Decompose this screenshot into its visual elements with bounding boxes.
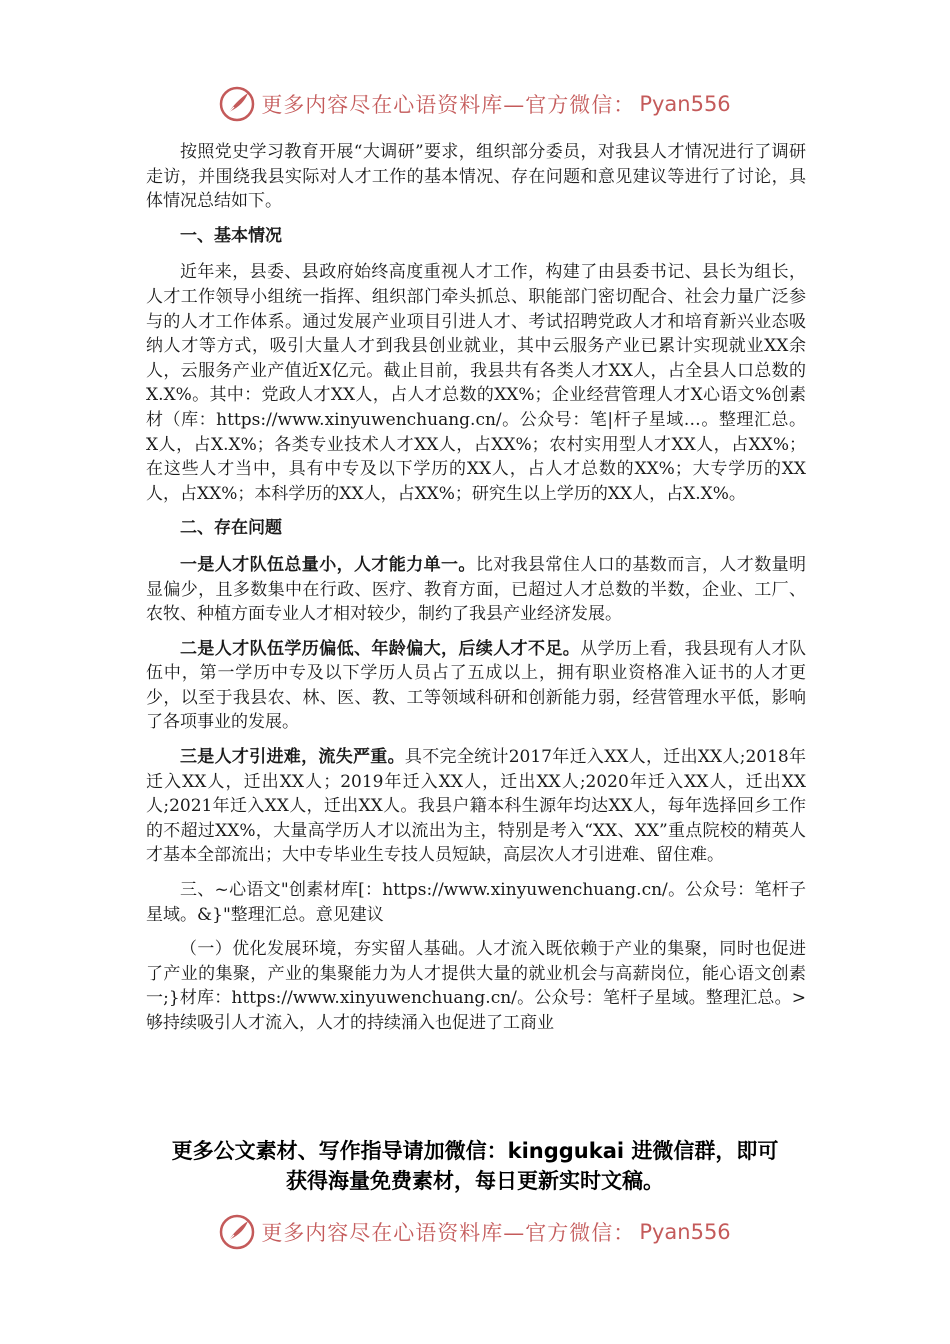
section3-title: 三、~心语文"创素材库[：https://www.xinyuwenchuang.cn/。公众号：笔杆子星域。&}"整理汇总。意见建议: [146, 880, 806, 925]
footer-text: 更多内容尽在心语资料库—官方微信：: [261, 1221, 636, 1245]
quill-pen-icon: [219, 86, 255, 122]
problem-item-2: [146, 637, 806, 735]
footer-wechat-id: Pyan556: [639, 1220, 731, 1244]
section2-title: 二、存在问题: [180, 518, 282, 539]
header-banner: [0, 84, 950, 124]
header-text: 更多内容尽在心语资料库—官方微信：: [261, 93, 636, 117]
quill-pen-icon: [219, 1214, 255, 1250]
promo-line-1: 更多公文素材、写作指导请加微信：kinggukai 进微信群，即可: [171, 1139, 779, 1163]
problem-lead: 一是人才队伍总量小，人才能力单一。: [180, 554, 476, 575]
header-wechat-id: Pyan556: [639, 92, 731, 116]
section1-title: 一、基本情况: [180, 225, 282, 246]
intro-paragraph: 按照党史学习教育开展“大调研”要求，组织部分委员，对我县人才情况进行了调研走访，并围绕我县实际对人才工作的基本情况、存在问题和意见建议等进行了讨论，具体情况总结如下。: [146, 142, 806, 212]
promo-notice: [0, 1136, 950, 1196]
footer-banner: [0, 1212, 950, 1252]
problem-item-1: [146, 553, 806, 627]
promo-line-2: 获得海量免费素材，每日更新实时文稿。: [286, 1169, 664, 1193]
problem-lead: 二是人才队伍学历偏低、年龄偏大，后续人才不足。: [180, 638, 581, 659]
section1-paragraph: 近年来，县委、县政府始终高度重视人才工作，构建了由县委书记、县长为组长，人才工作领导小组统一指挥、组织部门牵头抓总、职能部门密切配合、社会力量广泛参与的人才工作体系。通过发展产业项目引进人才、考试招聘党政人才和培育新兴业态吸纳人才等方式，吸引大量人才到我县创业就业，其中云服务产业已累计实现就业XX余人，云服务产业产值近X亿元。截止目前，我县共有各类人才XX人，占全县人口总数的X.X%。其中：党政人才XX人，占人才总数的XX%；企业经营管理人才X心语文%创素材（库：https://www.xinyuwenchuang.cn/。公众号：笔|杆子星域…。整理汇总。X人，占X.X%；各类专业技术人才XX人，占XX%；农村实用型人才XX人，占XX%；在这些人才当中，具有中专及以下学历的XX人，占人才总数的XX%；大专学历的XX人，占XX%；本科学历的XX人，占XX%；研究生以上学历的XX人，占X.X%。: [146, 262, 806, 504]
problem-text: 具不完全统计2017年迁入XX人，迁出XX人;2018年迁入XX人，迁出XX人；2019年迁入XX人，迁出XX人;2020年迁入XX人，迁出XX人;2021年迁入XX人，迁出XX人。我县户籍本科生源年均达XX人，每年选择回乡工作的不超过XX%，大量高学历人才以流出为主，特别是考入“XX、XX”重点院校的精英人才基本全部流出；大中专毕业生专技人员短缺，高层次人才引进难、留住难。: [146, 747, 807, 866]
problem-text: 从学历上看，我县现有人才队伍中，第一学历中专及以下学历人员占了五成以上，拥有职业资格准入证书的人才更少，以至于我县农、林、医、教、工等领域科研和创新能力弱，经营管理水平低，影响了各项事业的发展。: [146, 638, 807, 733]
problem-item-3: [146, 745, 806, 868]
section3-paragraph: （一）优化发展环境，夯实留人基础。人才流入既依赖于产业的集聚，同时也促进了产业的集聚，产业的集聚能力为人才提供大量的就业机会与高薪岗位，能心语文创素一;}材库：https://www.xinyuwenchuang.cn/。公众号：笔杆子星域。整理汇总。>够持续吸引人才流入，人才的持续涌入也促进了工商业: [146, 939, 806, 1033]
problem-text: 比对我县常住人口的基数而言，人才数量明显偏少，且多数集中在行政、医疗、教育方面，已超过人才总数的半数，企业、工厂、农牧、种植方面专业人才相对较少，制约了我县产业经济发展。: [146, 554, 807, 625]
document-body: [146, 140, 806, 1046]
problem-lead: 三是人才引进难，流失严重。: [180, 747, 405, 768]
